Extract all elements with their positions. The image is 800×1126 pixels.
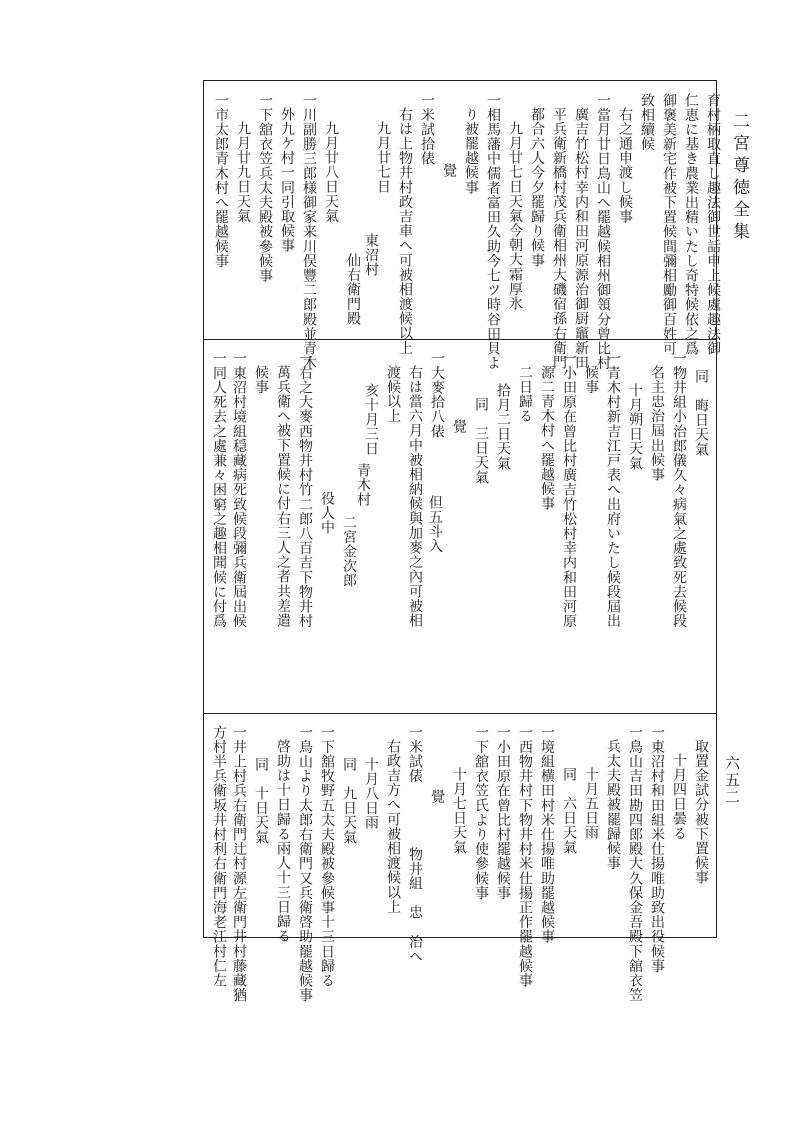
text-column: 十月八日雨 bbox=[363, 757, 379, 830]
text-column: 十月朔日天氣 bbox=[627, 383, 643, 471]
text-frame bbox=[203, 80, 721, 1003]
text-column: 九月廿八日天氣 bbox=[323, 121, 339, 224]
text-column: 兵太夫殿被罷歸候事 bbox=[605, 739, 621, 871]
text-column: 覺 bbox=[451, 419, 467, 434]
text-column: 九月廿七日 bbox=[375, 121, 391, 194]
text-column: 致相續候 bbox=[639, 93, 655, 152]
section-divider-1 bbox=[204, 339, 716, 340]
text-column: 一下舘牧野五太夫殿被參候事十三日歸る bbox=[319, 725, 335, 988]
text-column: 一小田原在曾比村罷越候事 bbox=[495, 725, 511, 901]
text-column: 亥十月三日 bbox=[363, 383, 379, 456]
text-column: 一相馬藩中儒者富田久助今七ツ時谷田貝よ bbox=[485, 93, 501, 371]
text-column: 啓助は十日歸る兩人十三日歸る bbox=[275, 739, 291, 944]
text-column: 覺 bbox=[429, 789, 445, 804]
text-column: 右政吉方へ可被相渡候以上 bbox=[385, 739, 401, 915]
text-column: 一東沼村境組穏藏病死致候段彌兵衛屆出候 bbox=[231, 351, 247, 629]
section-bottom bbox=[204, 717, 716, 1003]
text-column: 廣吉竹松村幸内和田河原源治御厨竈新田 bbox=[573, 107, 589, 370]
text-column: 一青木村新吉江戸表へ出府いたし候段屆出 bbox=[605, 351, 621, 629]
text-column: 一下舘衣笠氏より使參候事 bbox=[473, 725, 489, 901]
text-column: 右之通申渡し候事 bbox=[617, 107, 633, 224]
text-column: 取置金試分被下置候事 bbox=[693, 739, 709, 885]
text-column: 一鳥山吉田勘四郎殿大久保金吾殿下舘衣笠 bbox=[627, 725, 643, 1003]
section-top bbox=[204, 81, 721, 371]
text-column: 名主忠治屆出候事 bbox=[649, 365, 665, 482]
text-column: 一鳥山より太郎右衛門又兵衛啓助罷越候事 bbox=[297, 725, 313, 1003]
text-column: 萬兵衛へ被下置候に付右三人之者共差遣 bbox=[275, 365, 291, 628]
text-column: 一右之大麥西物井村竹二郎八百吉下物井村 bbox=[297, 351, 313, 629]
section-middle bbox=[204, 343, 716, 711]
text-column: 渡候以上 bbox=[385, 365, 401, 424]
text-column: 青木村 bbox=[355, 463, 371, 507]
text-column: 二日歸る bbox=[517, 365, 533, 424]
text-column: 候事 bbox=[253, 365, 269, 395]
text-column: 源二青木村へ罷越候事 bbox=[539, 365, 555, 511]
text-column: り被罷越候事 bbox=[463, 107, 479, 195]
running-head: 二宮尊徳全集 bbox=[729, 112, 749, 244]
text-column: 一井上村兵右衛門辻村源左衛門井村藤藏猶 bbox=[231, 725, 247, 1003]
text-column: 一小田原在曾比村廣吉竹松村幸内和田河原 bbox=[561, 351, 577, 629]
text-column: 同 晦日天氣 bbox=[693, 369, 709, 457]
text-column: 二宮金次郎 bbox=[341, 515, 357, 588]
text-column: 東沼村 bbox=[363, 233, 379, 277]
section-divider-2 bbox=[204, 713, 716, 714]
text-column: 役人中 bbox=[319, 491, 335, 535]
text-column: 右は上物井村政吉車へ可被相渡候以上 bbox=[397, 107, 413, 356]
text-column: 同 六日天氣 bbox=[561, 767, 577, 855]
text-column: 一大麥拾八俵 bbox=[429, 351, 445, 439]
text-column: 平兵衛新橋村茂兵衛相州大磯宿孫右衛門 bbox=[551, 107, 567, 370]
text-column: 十月五日雨 bbox=[583, 767, 599, 840]
text-column: 一米試拾俵 bbox=[419, 93, 435, 166]
text-column: 御褒美新宅作被下置候間彌相勵御百姓可 bbox=[661, 93, 677, 356]
text-column: 物井組 忠 治へ bbox=[407, 847, 423, 964]
text-column: 一同人死去之處兼々困窮之趣相聞候に付爲 bbox=[211, 351, 227, 629]
text-column: 育村柄取直し趣法御世話申上候處趣法御 bbox=[705, 93, 721, 356]
text-column: 仁恵に基き農業出精いたし奇特候依之爲 bbox=[683, 93, 699, 356]
text-column: 九月廿九日天氣 bbox=[235, 121, 251, 224]
text-column: 同 三日天氣 bbox=[473, 397, 489, 485]
text-column: 一東沼村和田組米仕揚唯助致出役候事 bbox=[649, 725, 665, 974]
text-column: 一西物井村下物井村米仕揚正作罷越候事 bbox=[517, 725, 533, 988]
text-column: 候事 bbox=[583, 365, 599, 395]
text-column: 一米試俵 bbox=[407, 725, 423, 784]
text-column: 一境組横田村米仕揚唯助罷越候事 bbox=[539, 725, 555, 944]
text-column: 覺 bbox=[441, 163, 457, 178]
text-column: 都合六人今夕罷歸り候事 bbox=[529, 107, 545, 268]
text-column: 一當月廿日鳥山へ罷越候相州御領分曾比村 bbox=[595, 93, 611, 371]
text-column: 一川副勝三郎様御家来川俣豐二郎殿並青木 bbox=[301, 93, 317, 371]
text-column: 同 十日天氣 bbox=[253, 757, 269, 845]
text-column: 一市太郎青木村へ罷越候事 bbox=[213, 93, 229, 269]
text-column: 仙右衛門殿 bbox=[345, 253, 361, 326]
text-column: 外九ケ村一同引取候事 bbox=[279, 107, 295, 253]
text-column: 拾月二日天氣 bbox=[495, 383, 511, 471]
text-column: 但五斗入 bbox=[427, 495, 443, 554]
text-column: 十月七日天氣 bbox=[451, 767, 467, 855]
text-column: 右は當六月中被相納候與加麥之內可被相 bbox=[407, 365, 423, 628]
text-column: 十月四日曇る bbox=[671, 753, 687, 841]
text-column: 一物井組小治郎儀久々病氣之處致死去候段 bbox=[671, 351, 687, 629]
page-number: 六五二 bbox=[723, 755, 741, 806]
text-column: 方村半兵衛坂井村利右衛門海老江村仁左 bbox=[211, 725, 227, 988]
text-column: 九月廿七日天氣今朝大霜厚氷 bbox=[507, 121, 523, 311]
text-column: 同 九日天氣 bbox=[341, 757, 357, 845]
text-column: 一下舘衣笠兵太夫殿被參候事 bbox=[257, 93, 273, 283]
